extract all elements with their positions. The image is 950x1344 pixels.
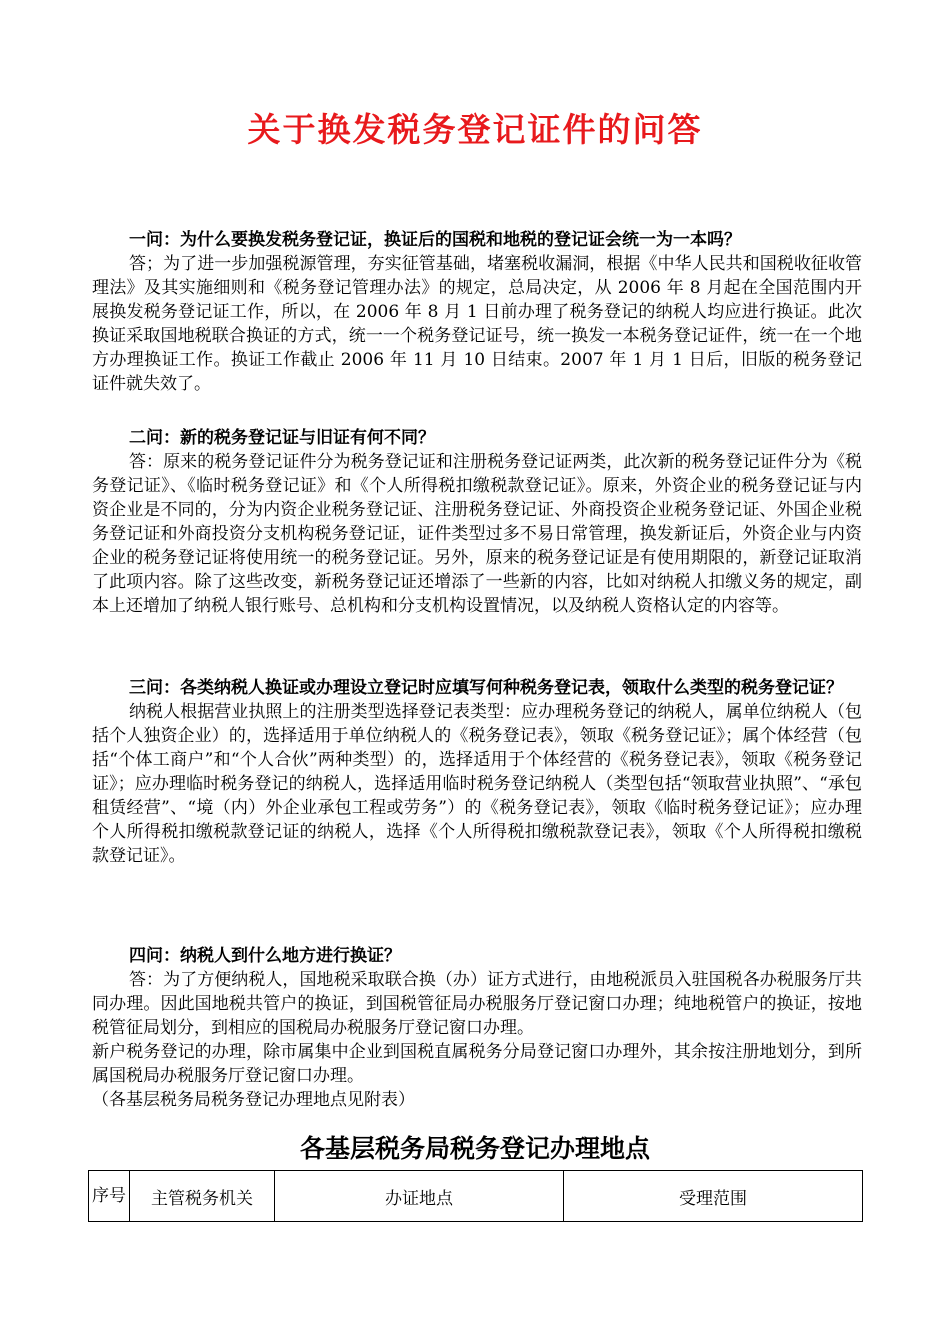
question-1: 一问：为什么要换发税务登记证，换证后的国税和地税的登记证会统一为一本吗？ xyxy=(129,230,741,250)
answer-1: 答；为了进一步加强税源管理，夯实征管基础，堵塞税收漏洞，根据《中华人民共和国税收征收管理法》及其实施细则和《税务登记管理办法》的规定，总局决定，从 2006 年 8 月起在全国范围内开展换发税务登记证工作，所以，在 2006 年 8 月 1 日前办理了税务登记的纳税人均应进行换证。此次换证采取国地税联合换证的方式，统一一个税务登记证号，统一换发一本税务登记证件，统一在一个地方办理换证工作。换证工作截止 2006 年 11 月 10 日结束。2007 年 1 月 1 日后，旧版的税务登记证件就失效了。 xyxy=(92,254,862,394)
answer-3: 纳税人根据营业执照上的注册类型选择登记表类型：应办理税务登记的纳税人，属单位纳税人（包括个人独资企业）的，选择适用于单位纳税人的《税务登记表》，领取《税务登记证》；属个体经营（包括“个体工商户”和“个人合伙”两种类型）的，选择适用于个体经营的《税务登记表》，领取《税务登记证》；应办理临时税务登记的纳税人，选择适用临时税务登记纳税人（类型包括“领取营业执照”、“承包租赁经营”、“境（内）外企业承包工程或劳务”）的《税务登记表》，领取《临时税务登记证》；应办理个人所得税扣缴税款登记证的纳税人，选择《个人所得税扣缴税款登记表》，领取《个人所得税扣缴税款登记证》。 xyxy=(92,702,862,866)
appendix-title: 各基层税务局税务登记办理地点 xyxy=(299,1134,650,1163)
section-1 xyxy=(92,228,862,396)
answer-4-extra: 新户税务登记的办理，除市属集中企业到国税直属税务分局登记窗口办理外，其余按注册地划分，到所属国税局办税服务厅登记窗口办理。 xyxy=(92,1042,862,1086)
column-header-scope: 受理范围 xyxy=(564,1171,863,1222)
table-header-row xyxy=(89,1171,863,1222)
column-header-tax-authority: 主管税务机关 xyxy=(130,1171,275,1222)
section-2 xyxy=(92,426,862,618)
column-header-number: 序号 xyxy=(89,1171,130,1222)
section-3 xyxy=(92,676,862,868)
question-3: 三问：各类纳税人换证或办理设立登记时应填写何种税务登记表，领取什么类型的税务登记证？ xyxy=(129,678,843,698)
column-header-office-address: 办证地点 xyxy=(275,1171,564,1222)
appendix-note: （各基层税务局税务登记办理地点见附表） xyxy=(92,1090,415,1110)
question-4: 四问：纳税人到什么地方进行换证？ xyxy=(129,946,401,966)
answer-2: 答：原来的税务登记证件分为税务登记证和注册税务登记证两类，此次新的税务登记证件分为《税务登记证》、《临时税务登记证》和《个人所得税扣缴税款登记证》。原来，外资企业的税务登记证与内资企业是不同的，分为内资企业税务登记证、注册税务登记证、外商投资企业税务登记证、外国企业税务登记证和外商投资分支机构税务登记证，证件类型过多不易日常管理，换发新证后，外资企业与内资企业的税务登记证将使用统一的税务登记证。另外，原来的税务登记证是有使用期限的，新登记证取消了此项内容。除了这些改变，新税务登记证还增添了一些新的内容，比如对纳税人扣缴义务的规定，副本上还增加了纳税人银行账号、总机构和分支机构设置情况，以及纳税人资格认定的内容等。 xyxy=(92,452,862,616)
question-2: 二问：新的税务登记证与旧证有何不同？ xyxy=(129,428,435,448)
answer-4: 答：为了方便纳税人，国地税采取联合换（办）证方式进行，由地税派员入驻国税各办税服务厅共同办理。因此国地税共管户的换证，到国税管征局办税服务厅登记窗口办理；纯地税管户的换证，按地税管征局划分，到相应的国税局办税服务厅登记窗口办理。 xyxy=(92,970,862,1038)
section-4 xyxy=(92,944,862,1112)
office-locations-table xyxy=(88,1170,863,1222)
document-title: 关于换发税务登记证件的问答 xyxy=(247,110,703,149)
